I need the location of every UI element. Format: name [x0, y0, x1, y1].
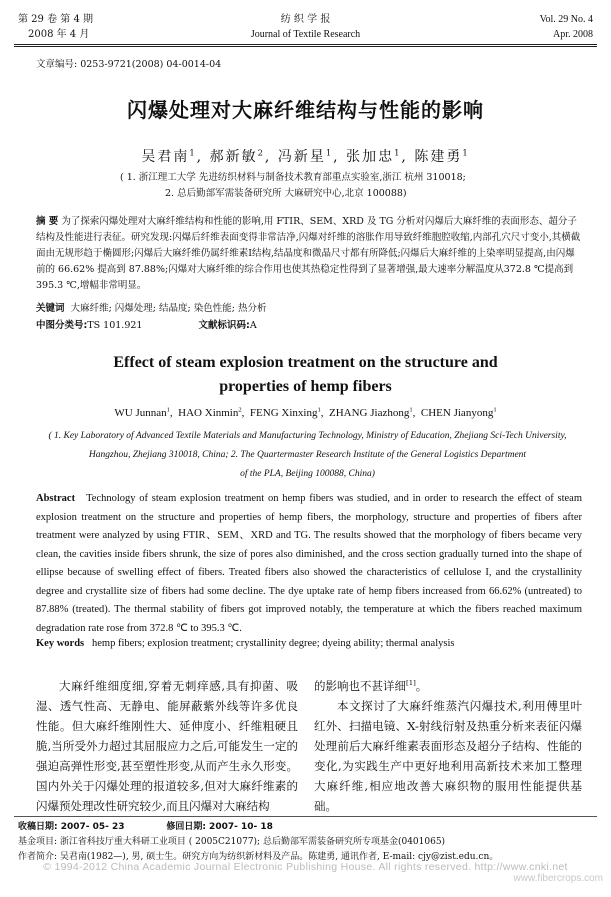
affiliation-cn-2: 2. 总后勤部军需装备研究所 大麻研究中心,北京 100088) [165, 188, 407, 199]
clc-label: 中图分类号: [36, 320, 88, 331]
affiliation-en-3: of the PLA, Beijing 100088, China) [240, 469, 375, 479]
author-en: HAO Xinmin [178, 407, 239, 419]
classification [36, 318, 582, 334]
watermark: www.fibercrops.com [513, 873, 603, 884]
title-en-line2: properties of hemp fibers [219, 378, 392, 395]
keywords-cn [36, 301, 582, 317]
author-sup: 1 [317, 406, 321, 414]
author-sup: 1 [166, 406, 170, 414]
copyright-notice: © 1994-2012 China Academic Journal Electronic Publishing House. All rights reserved. http://www.cnki.net [43, 861, 568, 873]
title-en-line1: Effect of steam explosion treatment on the structure and [113, 354, 498, 371]
article-id: 文章编号: 0253-9721(2008) 04-0014-04 [36, 59, 222, 70]
header-journal-en: Journal of Textile Research [250, 29, 361, 40]
header-rule [14, 44, 597, 45]
footer-bio: 作者简介: 吴君南(1982—), 男, 硕士生。研究方向为纺织新材料及产品。陈建勇, 通讯作者, E-mail: cjy@zist.edu.cn。 [18, 852, 499, 862]
body-left-column: 大麻纤维细度细,穿着无刺痒感,具有抑菌、吸湿、透气性高、无静电、能屏蔽紫外线等许多优良性能。但大麻纤维刚性大、延伸度小、纤维粗硬且脆,当所受外力超过其屈服应力之后,可能发生一定的强迫高弹性形变,甚至塑性形变,从而产生永久形变。国内外关于闪爆处理的报道较多,但对大麻纤维素的闪爆预处理改性研究较少,而且闪爆对大麻结构 [36, 679, 298, 813]
abstract-en-label: Abstract [36, 493, 76, 504]
header-volume-issue: 第 29 卷 第 4 期 [18, 14, 93, 25]
body-right-first-end: 。 [415, 679, 428, 693]
author-cn: 张加忠 [346, 149, 395, 165]
footer-rule [14, 816, 597, 817]
title-cn: 闪爆处理对大麻纤维结构与性能的影响 [127, 98, 484, 122]
author-sup: 1 [325, 147, 334, 158]
author-sup: 1 [462, 147, 470, 158]
keywords-en [36, 638, 582, 649]
authors-en: WU Junnan$^1$, HAO Xinmin$^2$, FENG Xinxing$^1$, ZHANG Jiazhong$^1$, CHEN Jianyong$^1$ [114, 406, 497, 419]
abstract-en [36, 490, 582, 638]
header-month-year: Apr. 2008 [553, 29, 593, 40]
author-en: FENG Xinxing [249, 407, 318, 419]
abstract-cn [36, 214, 582, 294]
abstract-en-text: Technology of steam explosion treatment on hemp fibers was studied, and in order to research the effect of steam explosion treatment on the structure and properties of hemp fibers, the morphology, structure and properties of fibers after treatment were analyzed by using FTIR、SEM、XRD and TG. The results showed that the morphology of fibers became very clean, the cavities inside fibers shrunk, the size of pores also diminished, and the cross section gradually turned into the shape of ellipse because of swelling effect of fibers. Treated fibers also showed the characteristics of cellulose I, and the crystallinity degree and crystallite size of fibers had some decline. The dye uptake rate of hemp fibers increased from 66.62% (untreated) to 87.88% (treated). The thermal stability of fibers got improved notably, the temperature at which the fibers reached maximum degradation rate rose from 372.8 ℃ to 395.3 ℃. [36, 493, 583, 634]
header-journal-cn: 纺 织 学 报 [280, 14, 331, 25]
author-cn: 冯新星 [277, 149, 326, 165]
author-cn: 吴君南 [141, 149, 190, 165]
doc-code-label: 文献标识码: [198, 320, 250, 331]
abstract-cn-text: 为了探索闪爆处理对大麻纤维结构和性能的影响,用 FTIR、SEM、XRD 及 TG 分析对闪爆后大麻纤维的表面形态、超分子结构及性能进行表征。研究发现:闪爆后纤维表面变得非常洁净,闪爆对纤维的溶胀作用导致纤维胞腔收缩,内部孔穴尺寸变小,其横截面由无规形趋于椭圆形;闪爆后大麻纤维仍属纤维素Ⅰ结构,结晶度和微晶尺寸都有所降低;闪爆后大麻纤维的上染率明显提高,由闪爆前的 66.62% 提高到 87.88%;闪爆对大麻纤维的综合作用也使其热稳定性得到了显著增强,最大速率分解温度从372.8 ℃提高到395.3 ℃,增幅非常明显。 [36, 216, 581, 291]
clc-value: TS 101.921 [87, 320, 143, 331]
keywords-cn-text: 大麻纤维; 闪爆处理; 结晶度; 染色性能; 热分析 [70, 303, 267, 314]
keywords-en-text: hemp fibers; explosion treatment; crystallinity degree; dyeing ability; thermal analysis [92, 638, 455, 649]
author-sup: 2 [238, 406, 242, 414]
affiliation-en-1: ( 1. Key Laboratory of Advanced Textile Materials and Manufacturing Technology, Ministry of Education, Zhejiang Sci-Tech University, [48, 431, 567, 441]
affiliation-cn-1: ( 1. 浙江理工大学 先进纺织材料与制备技术教育部重点实验室,浙江 杭州 310018; [120, 172, 466, 183]
body-right-column [314, 676, 582, 816]
author-cn: 陈建勇 [414, 149, 463, 165]
doc-code-value: A [249, 320, 257, 331]
body-right-paragraph: 本文探讨了大麻纤维蒸汽闪爆技术,利用傅里叶红外、扫描电镜、X-射线衍射及热重分析来表征闪爆处理前后大麻纤维素表面形态及超分子结构、性能的变化,为实践生产中更好地利用高新技术来加工整理大麻纤维,相应地改善大麻织物的服用性能提供基础。 [314, 699, 582, 813]
author-en: WU Junnan [114, 407, 167, 419]
author-cn: 郝新敏 [209, 149, 258, 165]
footer-funding: 基金项目: 浙江省科技厅重大科研工业项目 ( 2005C21077); 总后勤部军需装备研究所专项基金(0401065) [18, 837, 446, 847]
affiliation-en-2: Hangzhou, Zhejiang 310018, China; 2. The Quartermaster Research Institute of the General Logistics Department [88, 450, 527, 460]
author-sup: 1 [493, 406, 497, 414]
abstract-cn-label: 摘 要 [36, 216, 59, 227]
citation-ref: [1] [406, 679, 416, 688]
received-date: 收稿日期: 2007- 05- 23 [18, 822, 125, 832]
header-rule-2 [14, 46, 597, 47]
body-right-first: 的影响也不甚详细 [314, 679, 406, 693]
header-vol-no: Vol. 29 No. 4 [539, 14, 593, 25]
revised-date: 修回日期: 2007- 10- 18 [166, 822, 273, 832]
authors-cn: 吴君南$^1$, 郝新敏$^2$, 冯新星$^1$, 张加忠$^1$, 陈建勇$^1$ [141, 147, 470, 165]
author-sup: 1 [409, 406, 413, 414]
keywords-cn-label: 关键词 [36, 303, 65, 314]
author-sup: 1 [394, 147, 402, 158]
keywords-en-label: Key words [36, 638, 85, 649]
footer-dates [18, 820, 598, 834]
author-sup: 1 [189, 147, 197, 158]
author-en: CHEN Jianyong [420, 407, 494, 419]
author-sup: 2 [257, 147, 265, 158]
header-date: 2008 年 4 月 [28, 29, 90, 40]
affiliations-en [20, 427, 595, 484]
author-en: ZHANG Jiazhong [329, 407, 410, 419]
